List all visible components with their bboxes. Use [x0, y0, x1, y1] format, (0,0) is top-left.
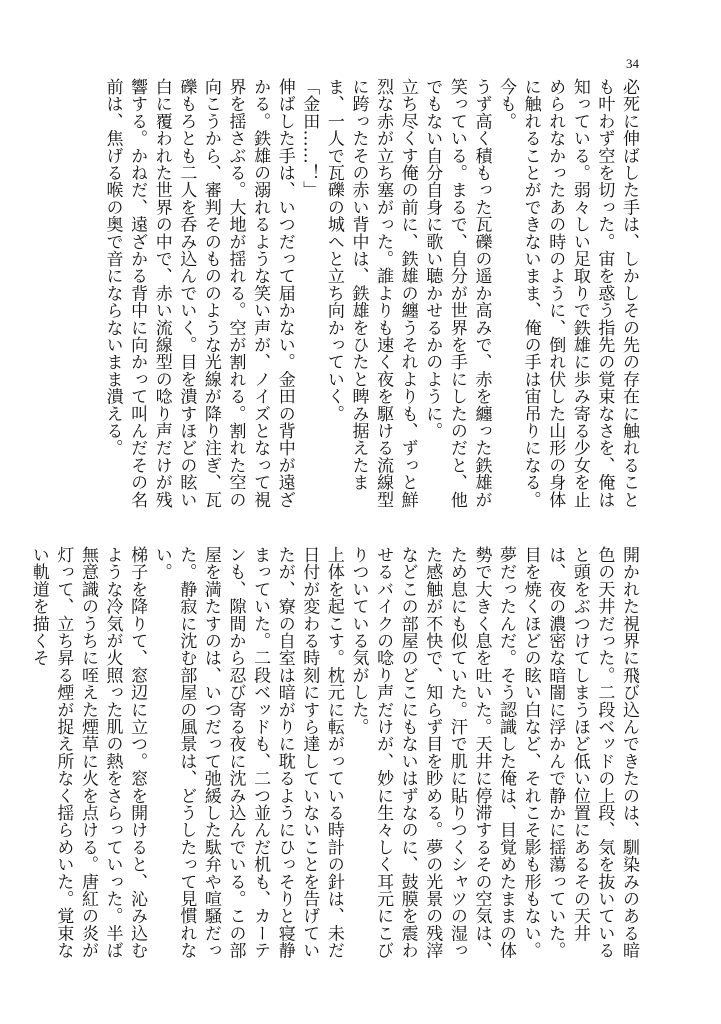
page-number: 34	[626, 56, 639, 71]
paragraph: 伸ばした手は、いつだって届かない。金田の背中が遠ざかる。鉄雄の溺れるような笑い声が、ノイズとなって視界を揺さぶる。大地が揺れる。空が割れる。割れた空の向こうから、審判そのもののような光線が降り注ぎ、瓦礫もろとも二人を呑み込んでいく。目を潰すほどの眩い白に覆われた世界の中で、赤い流線型の唸り声だけが残響する。かねだ、遠ざかる背中に向かって叫んだその名前は、焦げる喉の奥で音にならないまま潰える。	[102, 78, 295, 508]
paragraph: うず高く積もった瓦礫の遥か高みで、赤を纏った鉄雄が笑っている。まるで、自分が世界を手にしたのだと、他でもない自分自身に歌い聴かせるかのように。	[422, 78, 492, 508]
paragraph: 上体を起こす。枕元に転がっている時計の針は、未だ日付が変わる時刻にすら達していないことを告げていたが、寮の自室は暗がりに耽るようにひっそりと寝静まっていた。二段ベッドも、二つ並んだ机も、カーテンも、隙間から忍び寄る夜に沈み込んでいる。この部屋を満たすのは、いつだって弛緩した駄弁や喧騒だった。静寂に沈む部屋の風景は、どうしたって見慣れない。	[151, 546, 344, 959]
paragraph: 「金田……！」	[299, 78, 320, 199]
paragraph: 立ち尽くす俺の前に、鉄雄の纏うそれよりも、ずっと鮮烈な赤が立ち塞がった。誰よりも速く夜を駆ける流線型に跨ったその赤い背中は、鉄雄をひたと睥み据えたまま、一人で瓦礫の城へと立ち向かっていく。	[323, 78, 418, 508]
upper-text-block	[81, 78, 641, 513]
paragraph: 梯子を降りて、窓辺に立つ。窓を開けると、沁み込むような冷気が火照った肌の熱をさらっていった。半ば無意識のうちに咥えた煙草に火を点ける。唐紅の炎が灯って、立ち昇る煙が捉え所なく揺らめいた。覚束ない軌道を描くそ	[28, 546, 148, 959]
paragraph: 必死に伸ばした手は、しかしその先の存在に触れることも叶わず空を切った。宙を惑う指先の覚束なさを、俺は知っている。弱々しい足取りで鉄雄に歩み寄る少女を止められなかったあの時のように、倒れ伏した山形の身体に触れることができないまま、俺の手は宙吊りになる。今も。	[496, 78, 639, 508]
lower-text-block	[28, 546, 641, 966]
paragraph: 開かれた視界に飛び込んできたのは、馴染みのある暗色の天井だった。二段ベッドの上段、気を抜いていると頭をぶつけてしまうほど低い位置にあるその天井は、夜の濃密な暗闇に浮かんで静かに揺蕩っていた。目を焼くほどの眩い白など、それこそ影も形もない。夢だったんだ。そう認識した俺は、目覚めたままの体勢で大きく息を吐いた。天井に停滞するその空気は、ため息にも似ていた。汗で肌に貼りつくシャツの湿った感触が不快で、知らず目を眇める。夢の光景の残滓などこの部屋のどこにもないはずなのに、鼓膜を震わせるバイクの唸り声だけが、妙に生々しく耳元にこびりついている気がした。	[348, 546, 639, 959]
